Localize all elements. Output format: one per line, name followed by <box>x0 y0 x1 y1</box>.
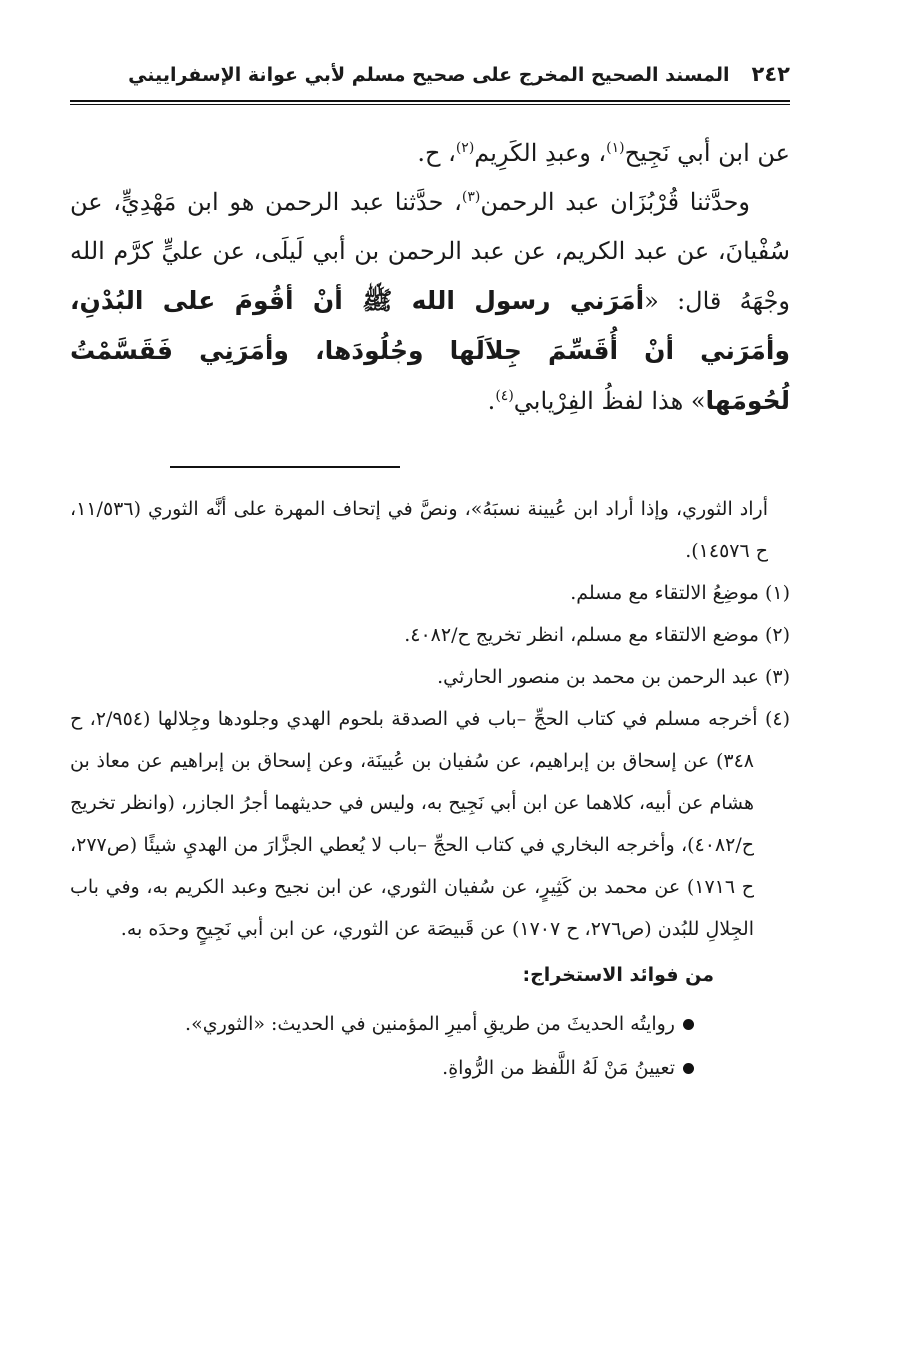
bullet-icon <box>683 1063 694 1074</box>
footnote-continuation: أراد الثوري، وإذا أراد ابن عُيينة نسبَهُ»، ونصَّ في إتحاف المهرة على أنَّه الثوري (١١/٥٣٦، ح ١٤٥٧٦). <box>70 498 768 562</box>
benefits-heading: من فوائد الاستخراج: <box>522 964 714 986</box>
footnote-ref-1: (١) <box>606 140 625 156</box>
book-page <box>70 62 790 1090</box>
bullet-icon <box>683 1019 694 1030</box>
footnote-4: (٤) أخرجه مسلم في كتاب الحجِّ –باب في الصدقة بلحوم الهدي وجلودها وجِلالها (٢/٩٥٤، ح ٣٤٨) عن إسحاق بن إبراهيم، عن سُفيان بن عُيينَة، وعن إسحاق بن إبراهيم عن معاذ بن هشام عن أبيه، كلاهما عن ابن أبي نَجِيح به، وليس في حديثهما أجرُ الجازر، (وانظر تخريج ح/٤٠٨٢)، وأخرجه البخاري في كتاب الحجِّ –باب لا يُعطي الجزَّارَ من الهديِ شيئًا (ص٢٧٧، ح ١٧١٦) عن محمد بن كَثِيرٍ، عن سُفيان الثوري، عن ابن نجيح وعبد الكريم به، وفي باب الجِلالِ للبُدن (ص٢٧٦، ح ١٧٠٧) عن قَبيصَة عن الثوري، عن ابن أبي نَجِيحٍ وحدَه به. <box>70 708 790 940</box>
footnote-1: (١) موضِعُ الالتقاء مع مسلم. <box>570 582 790 604</box>
book-title: المسند الصحيح المخرج على صحيح مسلم لأبي عوانة الإسفراييني <box>128 64 730 86</box>
footnote-ref-2: (٢) <box>455 140 475 156</box>
list-item: روايتُه الحديثَ من طريقِ أميرِ المؤمنين في الحديث: «الثوري». <box>70 1002 694 1046</box>
footnote-3: (٣) عبد الرحمن بن محمد بن منصور الحارثي. <box>437 666 790 688</box>
list-item: تعيينُ مَنْ لَهُ اللَّفظ من الرُّواةِ. <box>70 1046 694 1090</box>
hadith-text: أمَرَني رسول الله ﷺ أنْ أقُومَ على البُدْنِ، وأمَرَني أنْ أُقَسِّمَ جِلاَلَها وجُلُودَها، وأمَرَنِي فَقَسَّمْتُ لُحُومَها <box>70 286 790 415</box>
footnote-ref-4: (٤) <box>495 388 514 404</box>
benefits-list <box>70 1002 790 1090</box>
footnote-2: (٢) موضع الالتقاء مع مسلم، انظر تخريج ح/٤٠٨٢. <box>404 624 790 646</box>
footnote-separator <box>170 466 400 468</box>
footnote-ref-3: (٣) <box>461 189 481 205</box>
footnotes <box>70 488 790 950</box>
main-text <box>70 129 790 426</box>
running-header <box>70 62 790 98</box>
main-paragraph-2: وحدَّثنا قُرْبُزَان عبد الرحمن$^{(٣)}$، حدَّثنا عبد الرحمن هو ابن مَهْدِيٍّ، عن سُفْيانَ، عن عبد الكريم، عن عبد الرحمن بن أبي لَيلَى، عن عليٍّ كرَّم الله وجْهَهُ قال: «أمَرَني رسول الله ﷺ أنْ أقُومَ على البُدْنِ، وأمَرَني أنْ أُقَسِّمَ جِلاَلَها وجُلُودَها، وأمَرَنِي فَقَسَّمْتُ لُحُومَها» هذا لفظُ الفِرْيابي$^{(٤)}$. <box>70 188 790 415</box>
main-line-1: عن ابن أبي نَجِيح$^{(١)}$، وعبدِ الكَرِيم$^{(٢)}$، ح. <box>417 139 790 167</box>
header-rule <box>70 100 790 105</box>
page-number: ٢٤٢ <box>751 62 790 86</box>
